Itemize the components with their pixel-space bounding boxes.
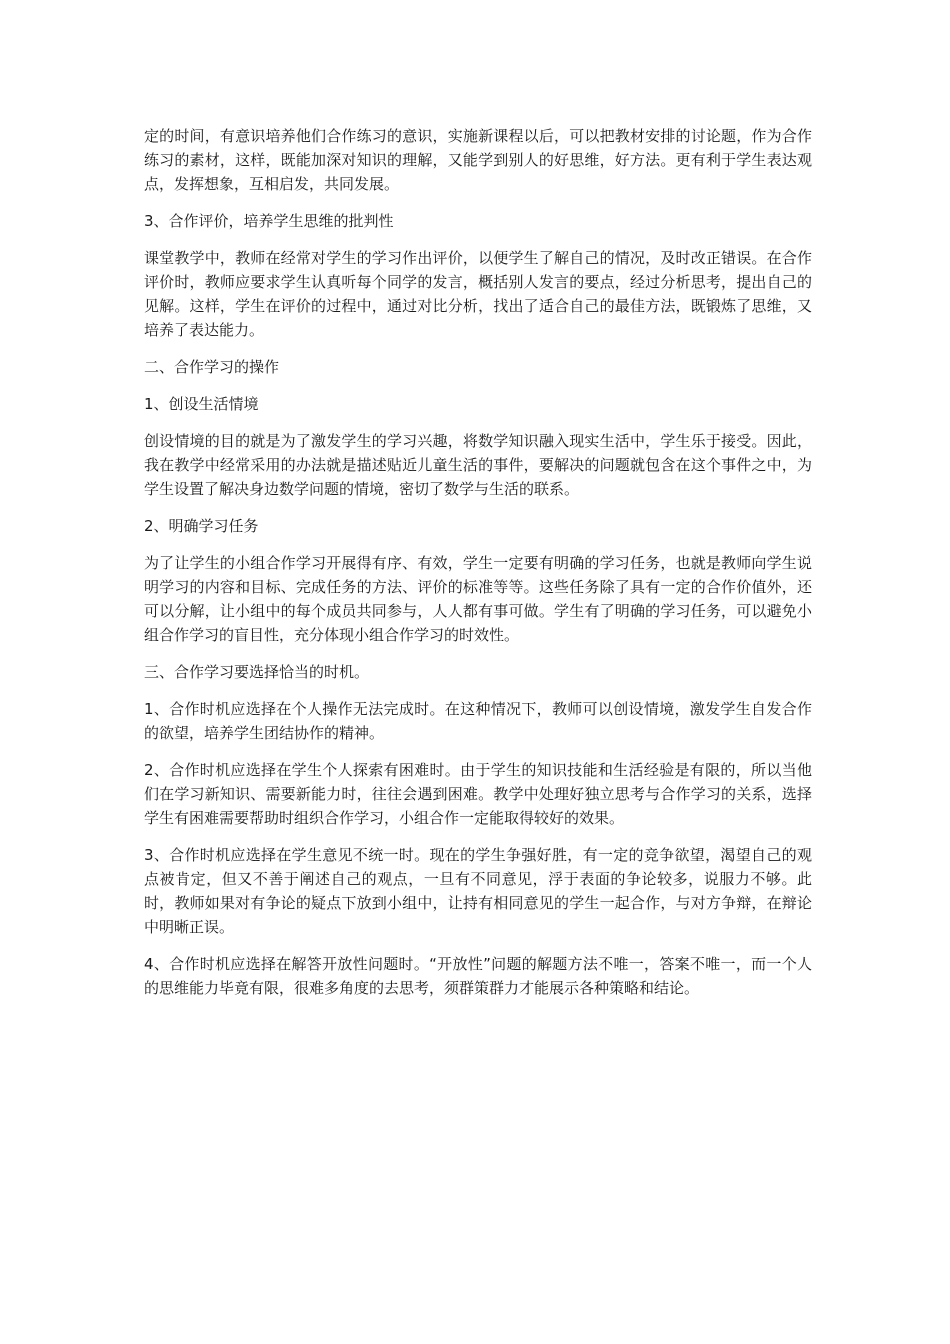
section-heading-timing: 三、合作学习要选择恰当的时机。	[144, 663, 370, 681]
paragraph-create-situation: 创设情境的目的就是为了激发学生的学习兴趣，将数学知识融入现实生活中，学生乐于接受。因此，我在教学中经常采用的办法就是描述贴近儿童生活的事件，要解决的问题就包含在这个事件之中，为学生设置了解决身边数学问题的情境，密切了数学与生活的联系。	[144, 432, 812, 498]
paragraph-classroom-evaluation: 课堂教学中，教师在经常对学生的学习作出评价，以便学生了解自己的情况，及时改正错误。在合作评价时，教师应要求学生认真听每个同学的发言，概括别人发言的要点，经过分析思考，提出自己的见解。这样，学生在评价的过程中，通过对比分析，找出了适合自己的最佳方法，既锻炼了思维，又培养了表达能力。	[144, 249, 812, 339]
heading-cooperative-evaluation: 3、合作评价，培养学生思维的批判性	[144, 212, 394, 230]
paragraph-cooperation-practice: 定的时间，有意识培养他们合作练习的意识，实施新课程以后，可以把教材安排的讨论题，作为合作练习的素材，这样，既能加深对知识的理解，又能学到别人的好思维，好方法。更有利于学生表达观点，发挥想象，互相启发，共同发展。	[144, 127, 812, 193]
paragraph-timing-4: 4、合作时机应选择在解答开放性问题时。“开放性”问题的解题方法不唯一，答案不唯一，而一个人的思维能力毕竟有限，很难多角度的去思考，须群策群力才能展示各种策略和结论。	[144, 955, 812, 997]
section-heading-operation: 二、合作学习的操作	[144, 358, 280, 376]
paragraph-learning-task: 为了让学生的小组合作学习开展得有序、有效，学生一定要有明确的学习任务，也就是教师向学生说明学习的内容和目标、完成任务的方法、评价的标准等等。这些任务除了具有一定的合作价值外，还可以分解，让小组中的每个成员共同参与，人人都有事可做。学生有了明确的学习任务，可以避免小组合作学习的盲目性，充分体现小组合作学习的时效性。	[144, 554, 812, 644]
paragraph-timing-2: 2、合作时机应选择在学生个人探索有困难时。由于学生的知识技能和生活经验是有限的，所以当他们在学习新知识、需要新能力时，往往会遇到困难。教学中处理好独立思考与合作学习的关系，选择学生有困难需要帮助时组织合作学习，小组合作一定能取得较好的效果。	[144, 761, 812, 827]
paragraph-timing-1: 1、合作时机应选择在个人操作无法完成时。在这种情况下，教师可以创设情境，激发学生自发合作的欲望，培养学生团结协作的精神。	[144, 700, 812, 742]
paragraph-timing-3: 3、合作时机应选择在学生意见不统一时。现在的学生争强好胜，有一定的竞争欲望，渴望自己的观点被肯定，但又不善于阐述自己的观点，一旦有不同意见，浮于表面的争论较多，说服力不够。此时，教师如果对有争论的疑点下放到小组中，让持有相同意见的学生一起合作，与对方争辩，在辩论中明晰正误。	[144, 846, 812, 936]
heading-clear-learning-task: 2、明确学习任务	[144, 517, 259, 535]
document-body	[144, 124, 812, 1013]
heading-create-life-situation: 1、创设生活情境	[144, 395, 259, 413]
